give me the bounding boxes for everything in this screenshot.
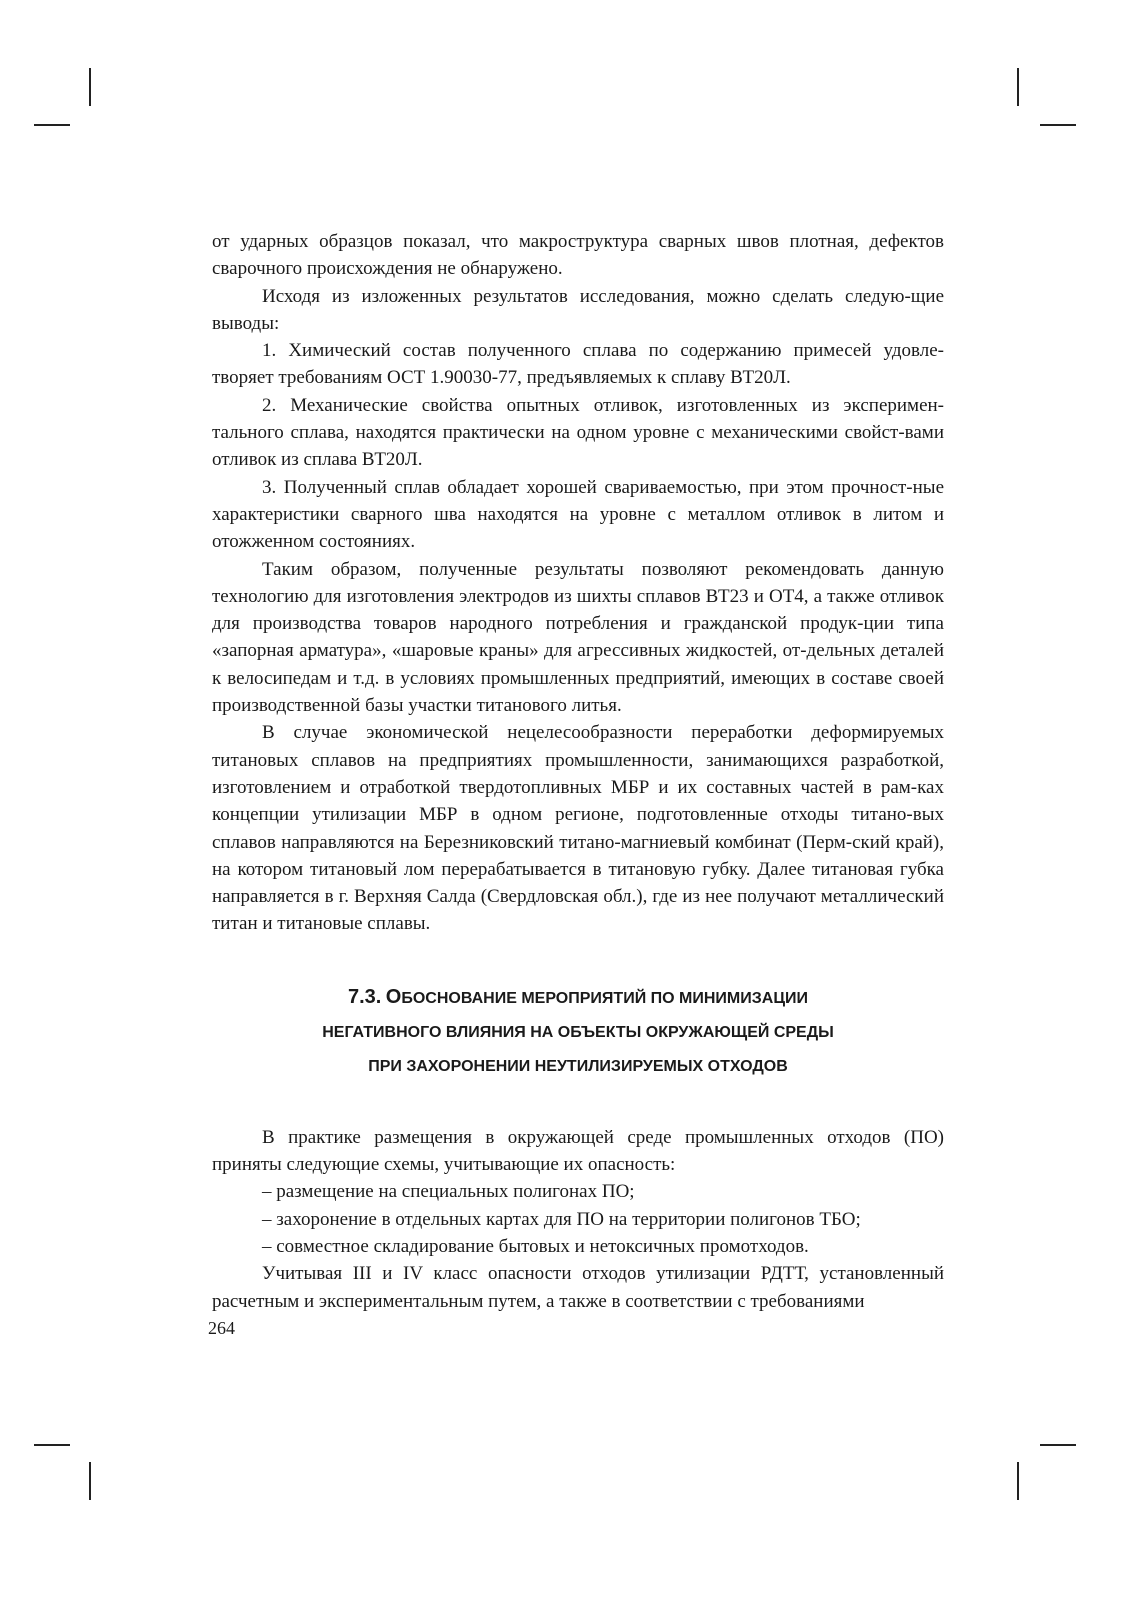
section-title-first-letter: О <box>385 985 402 1008</box>
body-paragraph: Исходя из изложенных результатов исследования, можно сделать следую-щие выводы: <box>212 285 944 334</box>
crop-mark-top-right-horizontal <box>1040 124 1076 126</box>
crop-mark-top-right-vertical <box>1017 68 1019 106</box>
list-item: – захоронение в отдельных картах для ПО на территории полигонов ТБО; <box>262 1208 861 1230</box>
body-paragraph: от ударных образцов показал, что макроструктура сварных швов плотная, дефектов сварочного происхождения не обнаружено. <box>212 231 944 280</box>
crop-mark-bottom-left-vertical <box>89 1462 91 1500</box>
list-item: – размещение на специальных полигонах ПО; <box>262 1181 635 1203</box>
body-paragraph: Таким образом, полученные результаты позволяют рекомендовать данную технологию для изготовления электродов из шихты сплавов ВТ23 и ОТ4, а также отливок для производства товаров народного потребления и гражданской продук-ции типа «запорная арматура», «шаровые краны» для агрессивных жидкостей, от-дельных деталей к велосипедам и т.д. в условиях промышленных предприятий, имеющих в составе своей производственной базы участки титанового литья. <box>212 558 944 717</box>
section-title-line-2: НЕГАТИВНОГО ВЛИЯНИЯ НА ОБЪЕКТЫ ОКРУЖАЮЩЕЙ СРЕДЫ <box>322 1023 834 1041</box>
conclusion-item-1: 1. Химический состав полученного сплава по содержанию примесей удовле-творяет требованиям ОСТ 1.90030-77, предъявляемых к сплаву ВТ20Л. <box>212 340 944 389</box>
crop-mark-bottom-right-horizontal <box>1040 1444 1076 1446</box>
body-paragraph: В практике размещения в окружающей среде промышленных отходов (ПО) приняты следующие схемы, учитывающие их опасность: <box>212 1126 944 1176</box>
conclusion-item-3: 3. Полученный сплав обладает хорошей свариваемостью, при этом прочност-ные характеристики сварного шва находятся на уровне с металлом отливок в литом и отожженном состояниях. <box>212 476 944 553</box>
section-number: 7.3. <box>347 985 382 1008</box>
list-item: – совместное складирование бытовых и нетоксичных промотходов. <box>262 1235 809 1257</box>
section-title-line-1: БОСНОВАНИЕ МЕРОПРИЯТИЙ ПО МИНИМИЗАЦИИ <box>401 989 809 1007</box>
crop-mark-top-left-vertical <box>89 68 91 106</box>
section-heading <box>212 980 944 1084</box>
page-number: 264 <box>208 1318 235 1338</box>
page-body <box>212 228 944 1315</box>
crop-mark-bottom-right-vertical <box>1017 1462 1019 1500</box>
body-paragraph: Учитывая III и IV класс опасности отходов утилизации РДТТ, установленный расчетным и экспериментальным путем, а также в соответствии с требованиями <box>212 1263 944 1312</box>
body-paragraph: В случае экономической нецелесообразности переработки деформируемых титановых сплавов на предприятиях промышленности, занимающихся разработкой, изготовлением и отработкой твердотопливных МБР и их составных частей в рам-ках концепции утилизации МБР в одном регионе, подготовленные отходы титано-вых сплавов направляются на Березниковский титано-магниевый комбинат (Перм-ский край), на котором титановый лом перерабатывается в титановую губку. Далее титановая губка направляется в г. Верхняя Салда (Свердловская обл.), где из нее получают металлический титан и титановые сплавы. <box>212 722 944 935</box>
section-heading-line-1 <box>212 980 944 1016</box>
conclusion-item-2: 2. Механические свойства опытных отливок, изготовленных из эксперимен-тального сплава, находятся практически на одном уровне с механическими свойст-вами отливок из сплава ВТ20Л. <box>212 394 944 471</box>
crop-mark-bottom-left-horizontal <box>34 1444 70 1446</box>
crop-mark-top-left-horizontal <box>34 124 70 126</box>
section-title-line-3: ПРИ ЗАХОРОНЕНИИ НЕУТИЛИЗИРУЕМЫХ ОТХОДОВ <box>368 1057 788 1075</box>
